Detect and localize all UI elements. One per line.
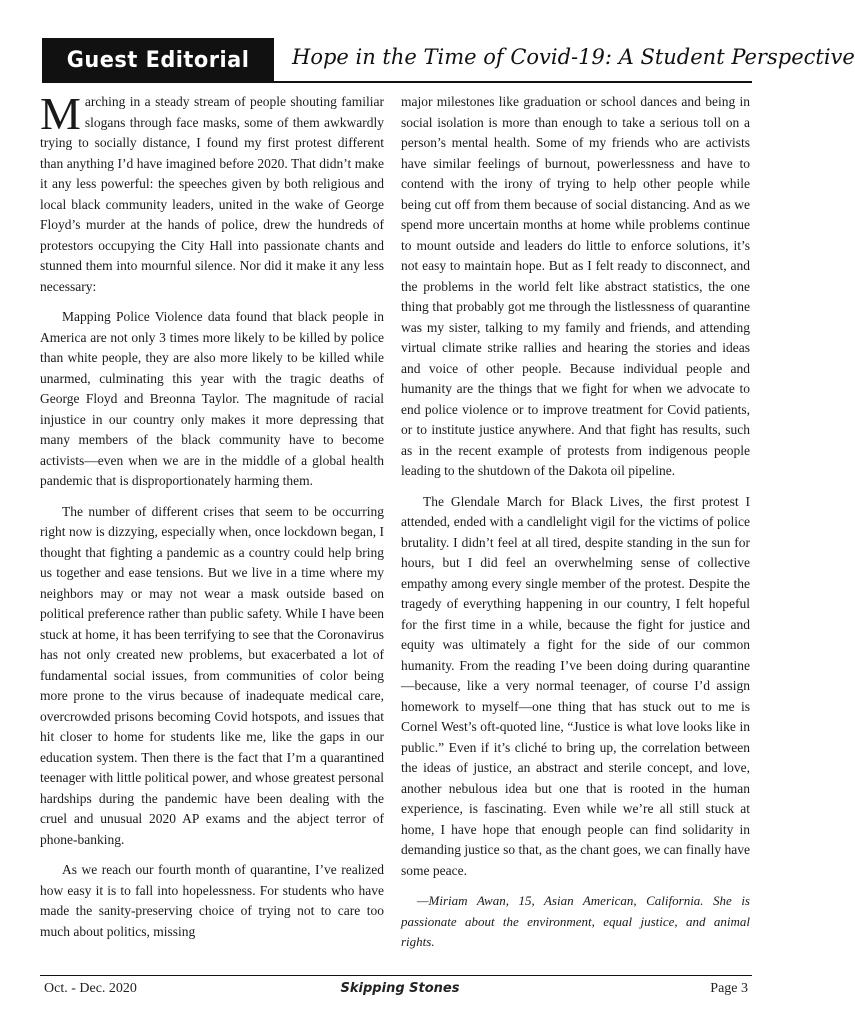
author-signature: —Miriam Awan, 15, Asian American, California. She is passionate about the environment, equal justice, and animal rights. [401, 893, 750, 949]
issue-date: Oct. - Dec. 2020 [44, 981, 137, 996]
page-number: Page 3 [710, 981, 748, 996]
drop-cap: M [40, 88, 81, 139]
header-rule [42, 81, 752, 83]
left-column [40, 88, 384, 967]
paragraph-4: As we reach our fourth month of quarantine, I’ve realized how easy it is to fall into hopelessness. For students who have made the sanity-preserving choice of trying not to care too much about politics, missing [40, 862, 384, 939]
paragraph-1 [40, 88, 384, 297]
paragraph-1-text: arching in a steady stream of people shouting familiar slogans through face masks, some of them awkwardly trying to socially distance, I found my first protest different than anything I’d have imagined before 2020. That didn’t make it any less powerful: the speeches given by both religious and local black community leaders, united in the wake of George Floyd’s murder at the hands of police, drew the hundreds of protestors occupying the City Hall into passionate chants and stunned them into mournful silence. Nor did it make it any less necessary: [40, 94, 384, 294]
article-headline: Hope in the Time of Covid-19: A Student Perspective [292, 45, 855, 69]
footer-rule [40, 975, 752, 976]
paragraph-2: Mapping Police Violence data found that black people in America are not only 3 times more likely to be killed by police than white people, they are also more likely to be killed while unarmed, culminating this year with the tragic deaths of George Floyd and Breonna Taylor. The magnitude of racial injustice in our country only makes it more depressing that many members of the black community have to become activists—even when we are in the middle of a global health pandemic that is disproportionately harming them. [40, 309, 384, 488]
paragraph-5: major milestones like graduation or school dances and being in social isolation is more than enough to take a serious toll on a person’s mental health. Some of my friends who are activists have similar feelings of burnout, powerlessness and have to contend with the irony of trying to help other people while being cut off from them because of social distancing. And as we spend more uncertain months at home while problems continue to mount outside and leaders do little to enforce solutions, it’s not easy to maintain hope. But as I felt ready to disconnect, and the problems in the world felt like abstract statistics, the one thing that probably got me through the listlessness of quarantine was my sister, talking to my family and friends, and attending virtual climate strike rallies and hearing the stories and ideas and voice of other people. Because individual people and humanity are the things that we fight for when we advocate to end police violence or to improve treatment for Covid patients, or to institute justice anywhere. And that fight has results, such as in the recent example of protests from indigenous people leading to the shutdown of the Dakota oil pipeline. [401, 94, 750, 478]
magazine-name: Skipping Stones [340, 981, 460, 996]
paragraph-3: The number of different crises that seem to be occurring right now is dizzying, especially when, once lockdown began, I thought that fighting a pandemic as a country could help bring us together and ease tensions. But we live in a time where my neighbors may or may not wear a mask outside based on political preference rather than public safety. While I have been stuck at home, it has been terrifying to see that the Coronavirus has not only created new problems, but exacerbated a lot of fundamental social issues, from communities of color being more prone to the virus because of inadequate medical care, overcrowded prisons becoming Covid hotspots, and issues that hit closer to home for students like me, like the gaps in our education system. Then there is the fact that I’m a quarantined teenager with little political power, and whose greatest personal hardships during the pandemic have been dealing with the cruel and unusual 2020 AP exams and the abject terror of phone-banking. [40, 503, 384, 847]
section-label: Guest Editorial [66, 47, 250, 73]
paragraph-6: The Glendale March for Black Lives, the first protest I attended, ended with a candlelight vigil for the victims of police brutality. I didn’t feel at all tired, despite standing in the sun for hours, but I did feel an overwhelming sense of collective empathy among every single member of the protest. Despite the tragedy of everything happening in our country, I felt hopeful for the first time in a while, because the fight for justice and equity was ultimately a fight for the side of our common humanity. From the reading I’ve been doing during quarantine—because, like a very normal teenager, of course I’d assign homework to myself—one thing that has stuck out to me is Cornel West’s oft-quoted line, “Justice is what love looks like in public.” Even if it’s cliché to bring up, the correlation between the ideas of justice, an abstract and sterile concept, and love, another nebulous idea but one that is rooted in the human experience, is fascinating. Even while we’re all still stuck at home, I have hope that enough people can find solidarity in demanding justice so that, as the chant goes, we can finally have some peace. [401, 493, 750, 878]
right-column [401, 92, 750, 967]
section-label-box [42, 38, 274, 82]
